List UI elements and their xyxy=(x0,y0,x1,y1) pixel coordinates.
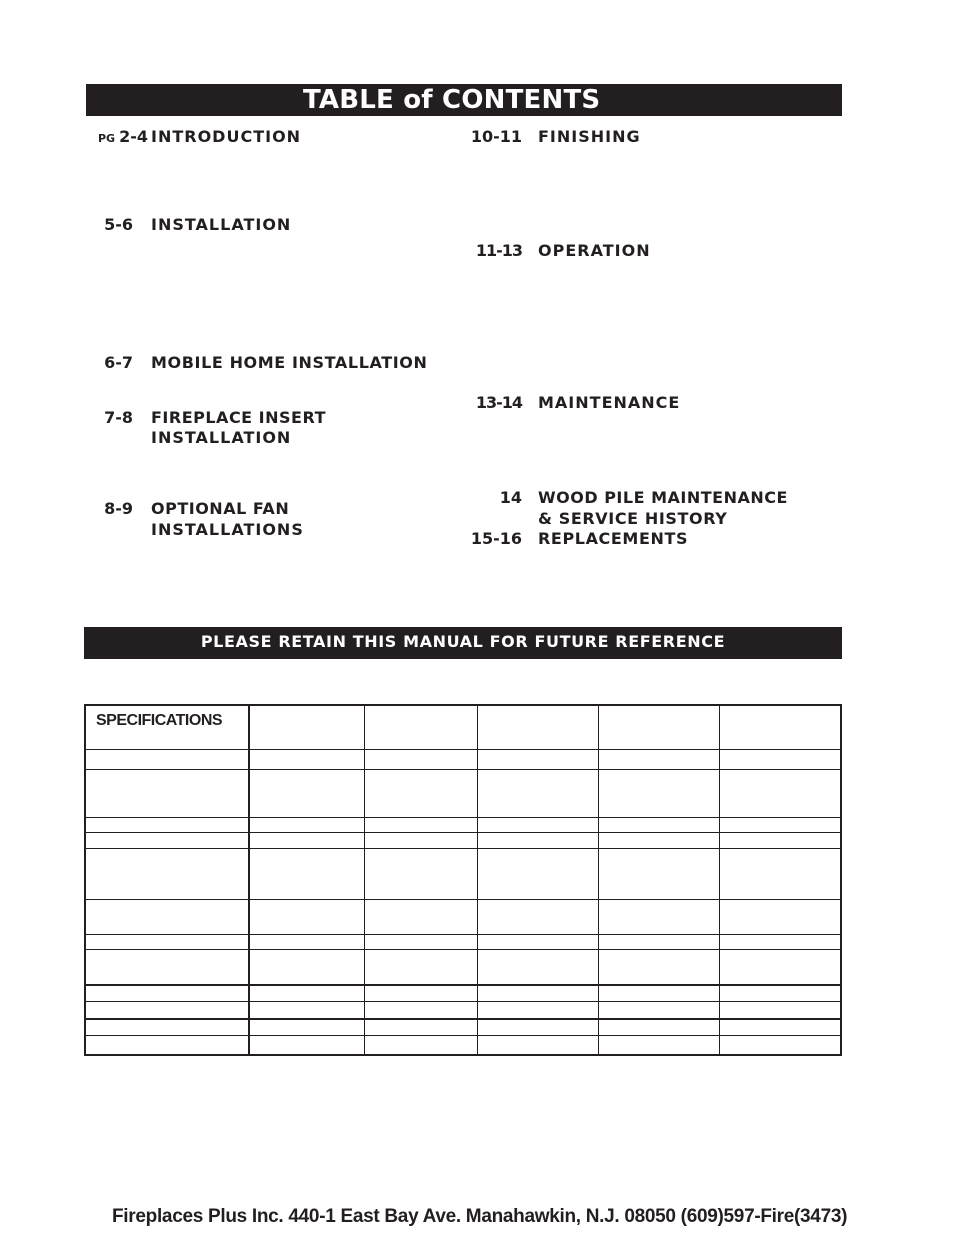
toc-label-line2: INSTALLATIONS xyxy=(151,520,304,539)
table-row-divider xyxy=(86,899,840,900)
toc-label: FINISHING xyxy=(538,127,641,146)
company-footer: Fireplaces Plus Inc. 440-1 East Bay Ave. Manahawkin, N.J. 08050 (609)597-Fire(3473) xyxy=(112,1206,848,1227)
toc-label: OPTIONAL FAN xyxy=(151,499,290,518)
table-row-divider xyxy=(86,1018,840,1020)
toc-page-number: 13-14 xyxy=(475,393,522,412)
toc-page-number: PG 2-4 xyxy=(98,127,148,146)
specifications-table xyxy=(84,704,842,1056)
retain-manual-notice: PLEASE RETAIN THIS MANUAL FOR FUTURE REFERENCE xyxy=(200,632,726,651)
toc-label: FIREPLACE INSERT xyxy=(151,408,326,427)
toc-label-line2: INSTALLATION xyxy=(151,428,292,447)
table-row-divider xyxy=(86,949,840,950)
page-title: TABLE of CONTENTS xyxy=(303,85,601,115)
toc-label: MAINTENANCE xyxy=(538,393,681,412)
toc-page-number: 7-8 xyxy=(104,408,133,427)
toc-label: MOBILE HOME INSTALLATION xyxy=(151,353,428,372)
toc-title-bar xyxy=(86,84,842,116)
table-row-divider xyxy=(86,934,840,935)
toc-label: WOOD PILE MAINTENANCE xyxy=(538,488,788,507)
toc-page-number: 15-16 xyxy=(470,529,522,548)
toc-label-line2: & SERVICE HISTORY xyxy=(538,509,728,528)
toc-page-number: 10-11 xyxy=(470,127,522,146)
pg-prefix: PG xyxy=(98,132,116,145)
table-row-divider xyxy=(86,832,840,833)
table-row-divider xyxy=(86,984,840,986)
toc-page-number: 6-7 xyxy=(104,353,133,372)
toc-page-number: 11-13 xyxy=(475,241,522,260)
table-row-divider xyxy=(86,1035,840,1036)
toc-label: REPLACEMENTS xyxy=(538,529,689,548)
table-row-divider xyxy=(86,817,840,818)
toc-page-number: 8-9 xyxy=(104,499,133,518)
toc-label: INSTALLATION xyxy=(151,215,292,234)
table-row-divider xyxy=(86,848,840,849)
specifications-header: SPECIFICATIONS xyxy=(96,712,223,729)
table-row-divider xyxy=(86,769,840,770)
notice-bar xyxy=(84,627,842,659)
toc-label: OPERATION xyxy=(538,241,651,260)
toc-label: INTRODUCTION xyxy=(151,127,302,146)
table-row-divider xyxy=(86,1001,840,1002)
toc-page-number: 5-6 xyxy=(104,215,133,234)
table-row-divider xyxy=(86,749,840,750)
toc-page-number: 14 xyxy=(499,488,522,507)
